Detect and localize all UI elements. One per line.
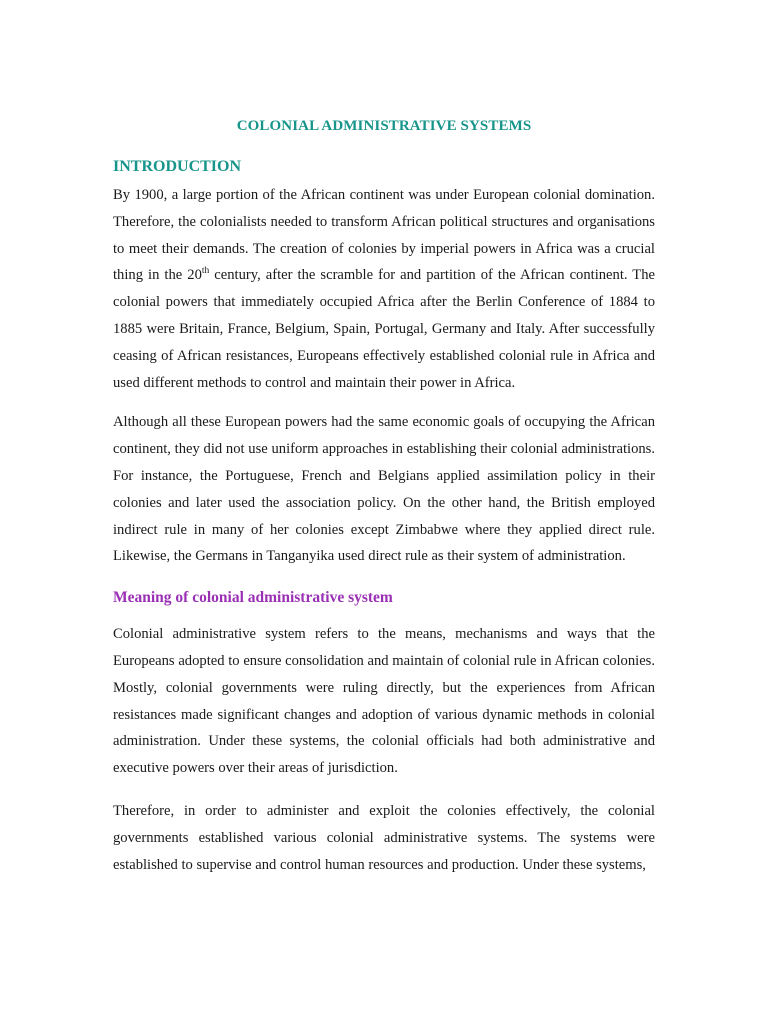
document-title: COLONIAL ADMINISTRATIVE SYSTEMS: [236, 118, 532, 134]
ordinal-superscript: th: [201, 266, 210, 277]
meaning-heading: Meaning of colonial administrative system: [113, 589, 393, 607]
introduction-paragraph-2: Although all these European powers had the same economic goals of occupying the African continent, they did not use uniform approaches in establishing their colonial administrations. For instance, the Portuguese, French and Belgians applied assimilation policy in their colonies and later used the association policy. On the other hand, the British employed indirect rule in many of her colonies except Zimbabwe where they applied direct rule. Likewise, the Germans in Tanganyika used direct rule as their system of administration.: [113, 414, 655, 565]
introduction-paragraph-1-text-a: By 1900, a large portion of the African continent was under European colonial domination. Therefore, the colonialists needed to transform African political structures and organisations to meet their demands. The creation of colonies by imperial powers in Africa was a crucial thing in the 20: [113, 187, 655, 284]
introduction-heading: INTRODUCTION: [113, 158, 242, 175]
introduction-paragraph-1-text-b: century, after the scramble for and partition of the African continent. The colonial powers that immediately occupied Africa after the Berlin Conference of 1884 to 1885 were Britain, France, Belgium, Spain, Portugal, Germany and Italy. After successfully ceasing of African resistances, Europeans effectively established colonial rule in Africa and used different methods to control and maintain their power in Africa.: [113, 267, 655, 391]
meaning-paragraph-2: Therefore, in order to administer and exploit the colonies effectively, the colonial governments established various colonial administrative systems. The systems were established to supervise and control human resources and production. Under these systems,: [113, 802, 655, 873]
introduction-paragraph-1: [113, 182, 655, 396]
meaning-paragraph-1: Colonial administrative system refers to the means, mechanisms and ways that the Europeans adopted to ensure consolidation and maintain of colonial rule in African colonies. Mostly, colonial governments were ruling directly, but the experiences from African resistances made significant changes and adoption of various dynamic methods in colonial administration. Under these systems, the colonial officials had both administrative and executive powers over their areas of jurisdiction.: [113, 626, 655, 777]
document-page: [113, 0, 655, 878]
